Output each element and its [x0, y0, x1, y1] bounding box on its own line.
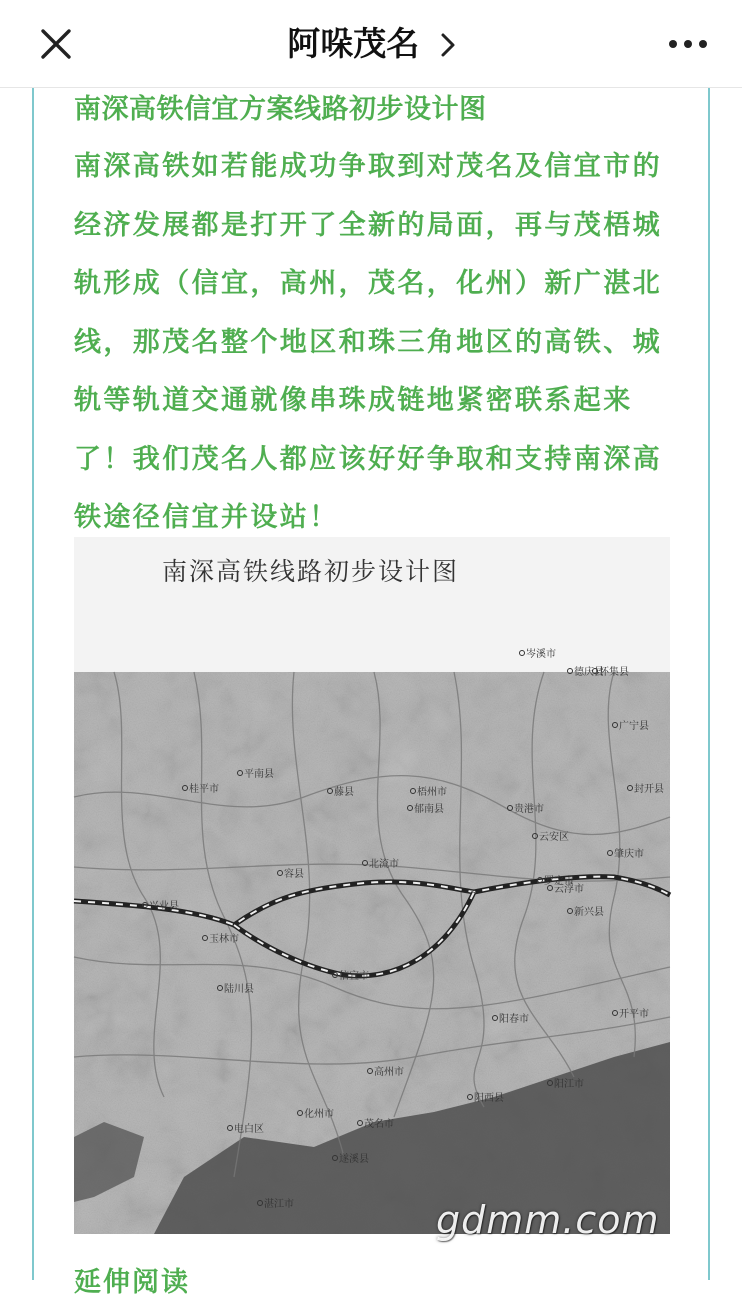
map-place-label: 云浮市: [554, 884, 584, 895]
map-place-label: 阳江市: [554, 1079, 584, 1090]
map-place-label: 湛江市: [264, 1199, 294, 1210]
map-place-label: 藤县: [334, 787, 354, 798]
map-place-label: 新兴县: [574, 907, 604, 918]
map-place-label: 桂平市: [189, 784, 219, 795]
map-place-label: 云安区: [539, 832, 569, 843]
top-navigation-bar: [0, 0, 742, 88]
map-place-label: 封开县: [634, 784, 664, 795]
site-watermark: gdmm.com: [436, 1198, 660, 1242]
map-place-label: 兴业县: [149, 901, 179, 912]
account-title: 阿哚茂名: [287, 24, 420, 63]
map-place-label: 信宜市: [339, 971, 369, 982]
map-place-label: 玉林市: [209, 934, 239, 945]
map-place-label: 茂名市: [364, 1119, 394, 1130]
map-place-label: 平南县: [244, 769, 274, 780]
extended-reading-link[interactable]: 延伸阅读: [74, 1267, 190, 1298]
map-place-label: 郁南县: [414, 804, 444, 815]
map-place-label: 阳春市: [499, 1014, 529, 1025]
article-heading: 南深高铁信宜方案线路初步设计图: [74, 94, 487, 125]
map-place-label: 怀集县: [599, 667, 629, 678]
map-place-label: 高州市: [374, 1067, 404, 1078]
article-content: [32, 88, 710, 1298]
map-place-label: 北流市: [369, 859, 399, 870]
map-place-label: 陆川县: [224, 984, 254, 995]
map-place-label: 广宁县: [619, 721, 649, 732]
page-title-container: [0, 0, 742, 88]
map-place-label: 阳西县: [474, 1093, 504, 1104]
map-place-label: 开平市: [619, 1009, 649, 1020]
map-place-label: 电白区: [234, 1124, 264, 1135]
map-title: 南深高铁线路初步设计图: [162, 557, 460, 586]
map-place-label: 化州市: [304, 1109, 334, 1120]
map-place-label: 德庆县: [574, 667, 604, 678]
map-place-label: 梧州市: [417, 787, 447, 798]
close-icon: [36, 24, 76, 64]
account-title-link[interactable]: [287, 24, 455, 63]
map-place-label: 罗定市: [544, 876, 574, 887]
map-place-label: 岑溪市: [526, 649, 556, 660]
rail-route-map-image[interactable]: [74, 537, 670, 1234]
more-options-button[interactable]: [664, 28, 712, 60]
article-paragraph: 南深高铁如若能成功争取到对茂名及信宜市的经济发展都是打开了全新的局面，再与茂梧城轨形成（信宜，高州，茂名，化州）新广湛北线，那茂名整个地区和珠三角地区的高铁、城轨等轨道交通就像串珠成链地紧密联系起来了！我们茂名人都应该好好争取和支持南深高铁途径信宜并设站！: [74, 151, 662, 533]
map-place-label: 贵港市: [514, 804, 544, 815]
map-place-label: 遂溪县: [339, 1154, 369, 1165]
close-button[interactable]: [36, 24, 76, 64]
map-place-label: 容县: [284, 869, 304, 880]
more-dots-icon: [664, 28, 712, 60]
map-place-label: 肇庆市: [614, 849, 644, 860]
chevron-right-icon: [441, 33, 455, 57]
